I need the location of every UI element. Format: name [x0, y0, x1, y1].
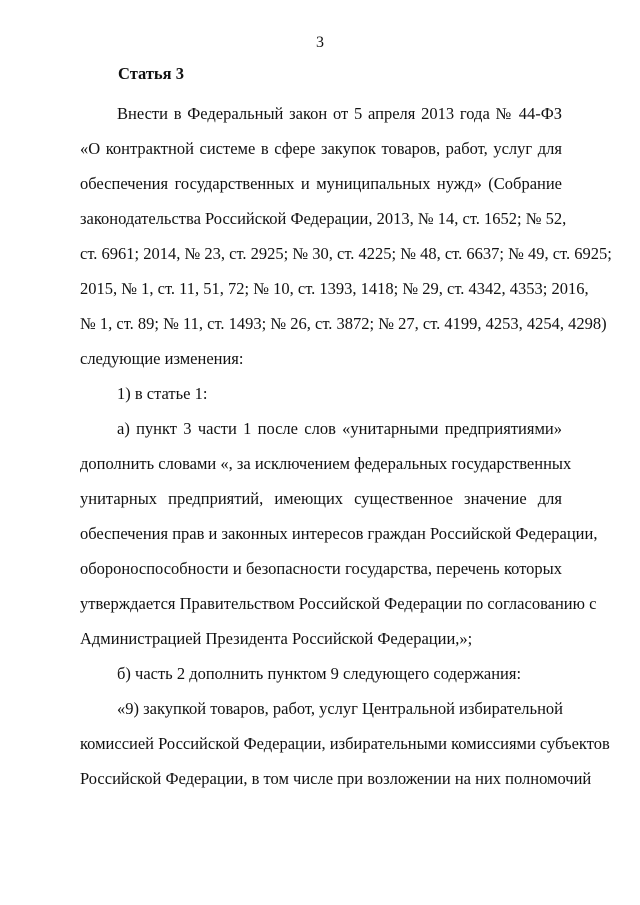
page-number: 3	[316, 34, 324, 51]
paragraph-line: законодательства Российской Федерации, 2013, № 14, ст. 1652; № 52,	[80, 209, 567, 228]
paragraph-line: дополнить словами «, за исключением федеральных государственных	[80, 454, 572, 473]
paragraph-line: «9) закупкой товаров, работ, услуг Центральной избирательной	[117, 699, 563, 718]
paragraph-line: Российской Федерации, в том числе при возложении на них полномочий	[80, 769, 592, 788]
paragraph	[80, 656, 562, 691]
paragraph	[80, 376, 562, 411]
paragraph-line: «О контрактной системе в сфере закупок товаров, работ, услуг для	[80, 139, 562, 158]
paragraph-line: ст. 6961; 2014, № 23, ст. 2925; № 30, ст. 4225; № 48, ст. 6637; № 49, ст. 6925;	[80, 244, 612, 263]
paragraph-line: № 1, ст. 89; № 11, ст. 1493; № 26, ст. 3872; № 27, ст. 4199, 4253, 4254, 4298)	[80, 314, 607, 333]
paragraph	[80, 411, 598, 656]
paragraph-line: а) пункт 3 части 1 после слов «унитарными предприятиями»	[117, 419, 562, 438]
paragraph-line: следующие изменения:	[80, 349, 244, 368]
paragraph-line: унитарных предприятий, имеющих существенное значение для	[80, 489, 562, 508]
paragraph-line: комиссией Российской Федерации, избирательными комиссиями субъектов	[80, 734, 610, 753]
paragraph-line: Администрацией Президента Российской Федерации,»;	[80, 629, 473, 648]
paragraph-line: обороноспособности и безопасности государства, перечень которых	[80, 559, 562, 578]
document-body	[80, 96, 612, 796]
paragraph	[80, 691, 610, 796]
paragraph-line: 1) в статье 1:	[117, 384, 208, 403]
paragraph-line: утверждается Правительством Российской Федерации по согласованию с	[80, 594, 597, 613]
paragraph-line: б) часть 2 дополнить пунктом 9 следующего содержания:	[117, 664, 522, 683]
paragraph-line: 2015, № 1, ст. 11, 51, 72; № 10, ст. 1393, 1418; № 29, ст. 4342, 4353; 2016,	[80, 279, 589, 298]
paragraph-line: обеспечения прав и законных интересов граждан Российской Федерации,	[80, 524, 598, 543]
paragraph	[80, 96, 612, 376]
article-heading: Статья 3	[118, 64, 184, 83]
paragraph-line: Внести в Федеральный закон от 5 апреля 2013 года № 44-ФЗ	[117, 104, 562, 123]
paragraph-line: обеспечения государственных и муниципальных нужд» (Собрание	[80, 174, 562, 193]
